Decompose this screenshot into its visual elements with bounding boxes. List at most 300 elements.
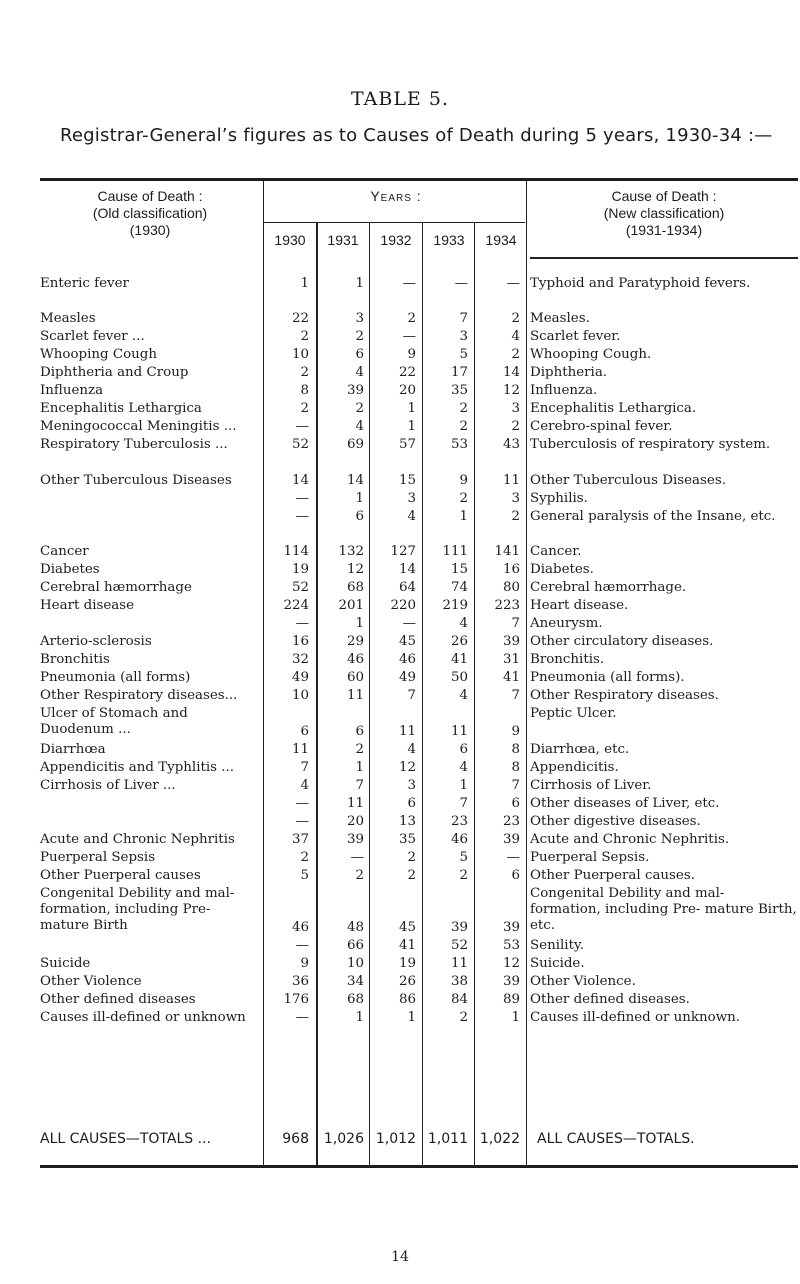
year-value-1930: 36 [291,974,309,990]
old-cause: Pneumonia (all forms) [40,670,191,686]
year-value-1934: 12 [502,383,520,399]
new-cause: Diarrhœa, etc. [530,741,630,757]
table-row [0,544,800,561]
year-value-1930: 11 [291,741,309,757]
year-value-1932: 3 [407,777,416,793]
year-value-1932: 20 [398,383,416,399]
old-cause: Arterio-sclerosis [40,634,152,650]
year-value-1932: 13 [398,813,416,829]
new-cause: Puerperal Sepsis. [530,849,650,865]
year-value-1932: 41 [398,938,416,954]
year-value-1932: 12 [398,759,416,775]
year-value-1931: 68 [346,580,364,596]
new-cause: Congenital Debility and mal- formation, including Pre- mature Birth, etc. [530,885,797,933]
old-cause: Influenza [40,383,104,399]
year-value-1934: 43 [502,437,520,453]
table-row [0,938,800,955]
old-cause: Heart disease [40,598,135,614]
year-value-1931: — [350,849,364,865]
table-title: TABLE 5. [351,88,449,110]
totals-1934: 1,022 [479,1131,520,1147]
year-value-1930: 10 [291,347,309,363]
year-value-1932: 1 [407,401,416,417]
year-value-1934: 8 [511,741,520,757]
old-cause: Ulcer of Stomach and Duodenum ... [40,706,188,738]
year-value-1932: 127 [390,544,416,560]
year-value-1931: 1 [355,759,364,775]
new-cause: Cancer. [530,544,582,560]
year-value-1930: 37 [291,831,309,847]
old-cause: Appendicitis and Typhlitis ... [40,759,235,775]
year-value-1934: 23 [502,813,520,829]
year-value-1931: 6 [355,508,364,524]
year-value-1932: 6 [407,795,416,811]
year-value-1932: 2 [407,849,416,865]
new-cause: Aneurysm. [530,616,603,632]
year-value-1930: 22 [291,311,309,327]
new-cause: Appendicitis. [530,759,619,775]
year-value-1934: 4 [511,329,520,345]
header-line: (New classification) [603,205,725,221]
year-value-1934: 9 [511,723,520,739]
new-cause: Diphtheria. [530,365,608,381]
year-value-1932: 57 [398,437,416,453]
year-value-1933: 2 [459,401,468,417]
year-value-1931: 3 [355,311,364,327]
totals-1931: 1,026 [323,1131,364,1147]
old-cause: Cirrhosis of Liver ... [40,777,176,793]
table-row [0,616,800,633]
old-cause: Puerperal Sepsis [40,849,156,865]
table-row [0,473,800,490]
year-value-1932: 64 [398,580,416,596]
new-cause: Pneumonia (all forms). [530,670,685,686]
year-value-1933: 35 [450,383,468,399]
year-value-1934: 53 [502,938,520,954]
new-cause: Tuberculosis of respiratory system. [530,437,771,453]
year-value-1930: 32 [291,652,309,668]
year-value-1934: 39 [502,974,520,990]
year-value-1930: — [295,795,309,811]
old-cause: Acute and Chronic Nephritis [40,831,235,847]
year-value-1931: 39 [346,831,364,847]
table-row [0,634,800,651]
year-value-1931: 1 [355,276,364,291]
totals-1933: 1,011 [427,1131,468,1147]
table-row [0,886,800,938]
year-value-1933: 4 [459,616,468,632]
table-row [0,419,800,436]
new-cause: Other Respiratory diseases. [530,688,719,704]
year-value-1930: 1 [300,276,309,291]
year-value-1931: 11 [346,795,364,811]
year-value-1930: 49 [291,670,309,686]
new-cause: General paralysis of the Insane, etc. [530,508,776,524]
year-value-1930: — [295,1010,309,1026]
year-value-1932: 4 [407,508,416,524]
year-value-1931: 39 [346,383,364,399]
year-value-1931: 1 [355,1010,364,1026]
table-subtitle: Registrar-General’s figures as to Causes of Death during 5 years, 1930-34 :— [60,125,773,146]
year-value-1930: — [295,490,309,506]
year-value-1934: 31 [502,652,520,668]
table-row [0,796,800,813]
year-value-1932: — [402,616,416,632]
year-value-1931: 2 [355,867,364,883]
old-cause: Respiratory Tuberculosis ... [40,437,228,453]
old-cause: Diphtheria and Croup [40,365,189,381]
year-value-1933: 17 [450,365,468,381]
new-cause: Cirrhosis of Liver. [530,777,652,793]
year-value-1934: 2 [511,311,520,327]
year-value-1932: 1 [407,1010,416,1026]
year-col-1933: 1933 [433,232,465,248]
table-row [0,814,800,831]
table-row [0,868,800,885]
old-cause: Measles [40,311,96,327]
year-value-1933: 41 [450,652,468,668]
new-cause: Other circulatory diseases. [530,634,714,650]
year-value-1933: 7 [459,311,468,327]
year-value-1930: 2 [300,401,309,417]
new-cause: Other diseases of Liver, etc. [530,795,720,811]
year-value-1930: 2 [300,849,309,865]
year-value-1933: 1 [459,508,468,524]
year-value-1932: 45 [398,920,416,936]
table-row [0,580,800,597]
year-value-1931: 2 [355,329,364,345]
page-number: 14 [391,1249,409,1265]
year-value-1933: 3 [459,329,468,345]
year-col-1934: 1934 [485,232,517,248]
year-value-1930: 52 [291,437,309,453]
header-rule-right [530,257,798,259]
year-value-1934: 2 [511,419,520,435]
new-cause: Scarlet fever. [530,329,621,345]
year-value-1934: 39 [502,920,520,936]
year-value-1933: 2 [459,1010,468,1026]
year-value-1934: 16 [502,562,520,578]
year-value-1930: 114 [283,544,309,560]
table-row [0,437,800,472]
new-cause: Syphilis. [530,490,588,506]
year-value-1931: 48 [346,920,364,936]
table-row [0,778,800,795]
year-value-1930: — [295,616,309,632]
year-value-1933: 2 [459,867,468,883]
old-cause: Diabetes [40,562,100,578]
new-cause: Acute and Chronic Nephritis. [530,831,730,847]
year-value-1932: 3 [407,490,416,506]
header-line: Cause of Death : [611,188,717,204]
year-value-1930: 14 [291,472,309,488]
year-value-1934: 39 [502,634,520,650]
year-value-1930: 9 [300,956,309,972]
year-value-1932: 19 [398,956,416,972]
year-value-1932: 15 [398,472,416,488]
old-cause: Other Violence [40,974,142,990]
year-value-1933: 11 [450,723,468,739]
year-value-1934: 3 [511,401,520,417]
year-value-1931: 12 [346,562,364,578]
old-cause: Meningococcal Meningitis ... [40,419,237,435]
new-cause: Other digestive diseases. [530,813,701,829]
totals-label-old: ALL CAUSES—TOTALS ... [40,1131,211,1147]
table-row [0,329,800,346]
totals-1930: 968 [282,1131,309,1147]
new-cause: Cerebral hæmorrhage. [530,580,687,596]
year-value-1933: 38 [450,974,468,990]
old-cause: Cerebral hæmorrhage [40,580,192,596]
table-row [0,383,800,400]
year-value-1931: 1 [355,490,364,506]
old-cause: Whooping Cough [40,347,157,363]
year-value-1932: 22 [398,365,416,381]
table-row [0,706,800,741]
new-cause: Cerebro-spinal fever. [530,419,673,435]
year-value-1931: 6 [355,347,364,363]
table-row [0,509,800,544]
year-value-1934: 2 [511,347,520,363]
year-value-1934: 39 [502,831,520,847]
table-row [0,562,800,579]
old-cause: Causes ill-defined or unknown [40,1010,246,1026]
table-row [0,365,800,382]
old-cause: Diarrhœa [40,741,106,757]
old-cause: Enteric fever [40,276,129,291]
year-value-1931: 60 [346,670,364,686]
year-value-1934: 12 [502,956,520,972]
years-rule [263,222,525,223]
year-value-1934: 6 [511,795,520,811]
new-cause: Causes ill-defined or unknown. [530,1010,741,1026]
year-value-1932: 49 [398,670,416,686]
table-row [0,1010,800,1027]
header-line: (1930) [129,222,171,238]
table-row [0,598,800,615]
old-cause: Congenital Debility and mal- formation, including Pre- mature Birth [40,885,235,933]
year-value-1931: 6 [355,723,364,739]
old-cause: Scarlet fever ... [40,329,145,345]
new-cause: Other Tuberculous Diseases. [530,472,726,488]
year-value-1932: 1 [407,419,416,435]
year-value-1933: 5 [459,849,468,865]
new-cause: Peptic Ulcer. [530,706,617,722]
year-col-1930: 1930 [274,232,306,248]
year-value-1933: 50 [450,670,468,686]
year-value-1933: 11 [450,956,468,972]
year-value-1933: 219 [442,598,468,614]
table-row [0,401,800,418]
new-cause: Typhoid and Paratyphoid fevers. [530,276,751,291]
year-value-1930: — [295,419,309,435]
year-value-1933: 2 [459,490,468,506]
year-value-1932: 220 [390,598,416,614]
year-value-1934: 223 [494,598,520,614]
year-value-1930: 8 [300,383,309,399]
year-value-1931: 69 [346,437,364,453]
year-col-1932: 1932 [380,232,412,248]
year-value-1930: — [295,508,309,524]
totals-label-new: ALL CAUSES—TOTALS. [537,1131,695,1147]
year-value-1931: 4 [355,419,364,435]
year-value-1930: 6 [300,723,309,739]
new-cause: Bronchitis. [530,652,605,668]
table-row [0,956,800,973]
year-value-1931: 7 [355,777,364,793]
year-value-1932: 35 [398,831,416,847]
year-value-1934: — [506,276,520,291]
year-value-1934: 7 [511,688,520,704]
year-value-1934: 1 [511,1010,520,1026]
year-value-1931: 2 [355,741,364,757]
year-value-1930: 2 [300,365,309,381]
year-value-1933: 7 [459,795,468,811]
year-value-1933: 23 [450,813,468,829]
year-value-1931: 1 [355,616,364,632]
totals-1932: 1,012 [375,1131,416,1147]
old-cause: Other defined diseases [40,992,196,1008]
year-value-1930: 10 [291,688,309,704]
year-value-1930: — [295,938,309,954]
year-value-1933: 6 [459,741,468,757]
year-value-1932: 26 [398,974,416,990]
year-value-1931: 2 [355,401,364,417]
year-value-1930: 5 [300,867,309,883]
year-value-1931: 201 [338,598,364,614]
year-value-1933: — [454,276,468,291]
year-value-1932: 9 [407,347,416,363]
year-value-1933: 4 [459,688,468,704]
new-cause: Influenza. [530,383,598,399]
year-value-1931: 14 [346,472,364,488]
year-value-1932: — [402,276,416,291]
year-value-1934: 6 [511,867,520,883]
old-cause: Other Puerperal causes [40,867,201,883]
header-line: (Old classification) [92,205,208,221]
year-value-1931: 29 [346,634,364,650]
year-value-1934: 7 [511,777,520,793]
new-cause: Whooping Cough. [530,347,652,363]
table-row [0,652,800,669]
year-value-1930: 46 [291,920,309,936]
year-value-1931: 68 [346,992,364,1008]
new-cause: Heart disease. [530,598,629,614]
table-row [0,974,800,991]
year-value-1933: 39 [450,920,468,936]
header-line: (1931-1934) [625,222,703,238]
new-cause: Diabetes. [530,562,594,578]
year-value-1933: 74 [450,580,468,596]
year-value-1930: 176 [283,992,309,1008]
year-value-1934: 7 [511,616,520,632]
year-value-1932: 2 [407,867,416,883]
year-value-1931: 46 [346,652,364,668]
year-value-1933: 84 [450,992,468,1008]
year-value-1933: 4 [459,759,468,775]
old-classification-header [40,188,260,239]
table-row [0,850,800,867]
year-value-1932: 46 [398,652,416,668]
year-value-1933: 5 [459,347,468,363]
new-classification-header [530,188,798,239]
year-value-1934: 141 [494,544,520,560]
old-cause: Cancer [40,544,89,560]
table-row [0,832,800,849]
old-cause: Other Respiratory diseases... [40,688,238,704]
table-row [0,311,800,328]
year-value-1933: 2 [459,419,468,435]
table-row [0,742,800,759]
year-value-1931: 10 [346,956,364,972]
new-cause: Senility. [530,938,584,954]
year-value-1931: 20 [346,813,364,829]
year-col-1931: 1931 [327,232,359,248]
year-value-1934: 14 [502,365,520,381]
new-cause: Other defined diseases. [530,992,690,1008]
year-value-1932: 4 [407,741,416,757]
year-value-1931: 66 [346,938,364,954]
new-cause: Suicide. [530,956,585,972]
table-row [0,992,800,1009]
new-cause: Other Puerperal causes. [530,867,695,883]
old-cause: Other Tuberculous Diseases [40,472,232,488]
year-value-1931: 11 [346,688,364,704]
year-value-1930: — [295,813,309,829]
year-value-1934: 8 [511,759,520,775]
year-value-1934: — [506,849,520,865]
year-value-1933: 9 [459,472,468,488]
year-value-1932: 11 [398,723,416,739]
table-row [0,491,800,508]
table-row [0,347,800,364]
year-value-1931: 132 [338,544,364,560]
top-rule [40,178,798,181]
table-row [0,688,800,705]
year-value-1931: 4 [355,365,364,381]
year-value-1933: 46 [450,831,468,847]
year-value-1934: 89 [502,992,520,1008]
year-value-1934: 2 [511,508,520,524]
old-cause: Bronchitis [40,652,110,668]
year-value-1932: 45 [398,634,416,650]
year-value-1934: 11 [502,472,520,488]
header-line: Cause of Death : [97,188,203,204]
year-value-1931: 34 [346,974,364,990]
year-value-1930: 2 [300,329,309,345]
new-cause: Encephalitis Lethargica. [530,401,697,417]
year-value-1932: 2 [407,311,416,327]
year-value-1932: 86 [398,992,416,1008]
year-value-1933: 52 [450,938,468,954]
year-value-1932: — [402,329,416,345]
table-row [0,276,800,311]
year-value-1933: 53 [450,437,468,453]
years-header: Years : [370,188,422,204]
new-cause: Measles. [530,311,590,327]
year-value-1934: 80 [502,580,520,596]
old-cause: Suicide [40,956,91,972]
year-value-1933: 15 [450,562,468,578]
old-cause: Encephalitis Lethargica [40,401,202,417]
table-row [0,760,800,777]
new-cause: Other Violence. [530,974,636,990]
bottom-rule [40,1165,798,1168]
table-row [0,670,800,687]
year-value-1932: 14 [398,562,416,578]
year-value-1930: 52 [291,580,309,596]
year-value-1932: 7 [407,688,416,704]
